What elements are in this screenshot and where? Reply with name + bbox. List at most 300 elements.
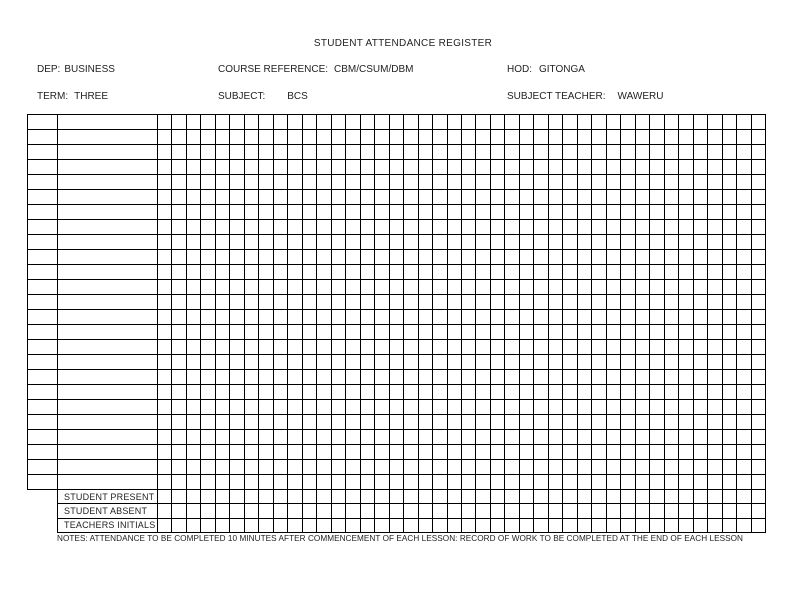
attendance-cell <box>288 175 302 190</box>
summary-cell <box>245 519 259 533</box>
index-cell <box>28 235 58 250</box>
student-name-cell <box>58 190 158 205</box>
attendance-cell <box>592 115 606 130</box>
footer-note: NOTES: ATTENDANCE TO BE COMPLETED 10 MINUTES AFTER COMMENCEMENT OF EACH LESSON: RECORD OF WORK TO BE COMPLETED AT THE END OF EACH LESSON <box>57 534 744 543</box>
attendance-cell <box>476 205 490 220</box>
attendance-cell <box>288 400 302 415</box>
field-course-reference-label: COURSE REFERENCE: <box>218 64 329 75</box>
attendance-cell <box>505 220 519 235</box>
attendance-cell <box>346 175 360 190</box>
attendance-cell <box>201 235 215 250</box>
attendance-cell <box>187 415 201 430</box>
attendance-cell <box>708 370 722 385</box>
attendance-cell <box>549 400 563 415</box>
attendance-cell <box>390 400 404 415</box>
attendance-cell <box>476 115 490 130</box>
attendance-cell <box>505 355 519 370</box>
attendance-cell <box>172 115 186 130</box>
attendance-cell <box>520 445 534 460</box>
attendance-cell <box>737 475 751 490</box>
attendance-cell <box>723 460 737 475</box>
attendance-cell <box>303 265 317 280</box>
attendance-cell <box>274 175 288 190</box>
attendance-cell <box>245 235 259 250</box>
attendance-cell <box>694 220 708 235</box>
attendance-cell <box>708 190 722 205</box>
attendance-cell <box>636 295 650 310</box>
attendance-cell <box>462 340 476 355</box>
summary-cell <box>201 490 215 504</box>
attendance-cell <box>274 475 288 490</box>
student-name-cell <box>58 145 158 160</box>
summary-row-label-text: STUDENT PRESENT <box>64 491 155 502</box>
attendance-cell <box>303 235 317 250</box>
attendance-cell <box>332 385 346 400</box>
attendance-cell <box>752 475 766 490</box>
attendance-cell <box>723 415 737 430</box>
attendance-cell <box>187 445 201 460</box>
attendance-cell <box>361 430 375 445</box>
attendance-cell <box>694 400 708 415</box>
attendance-cell <box>723 340 737 355</box>
attendance-cell <box>563 415 577 430</box>
attendance-cell <box>708 205 722 220</box>
attendance-cell <box>317 310 331 325</box>
attendance-cell <box>288 370 302 385</box>
attendance-cell <box>172 145 186 160</box>
attendance-cell <box>433 400 447 415</box>
attendance-cell <box>549 415 563 430</box>
index-cell <box>28 175 58 190</box>
attendance-cell <box>607 310 621 325</box>
attendance-cell <box>752 340 766 355</box>
attendance-cell <box>346 430 360 445</box>
summary-cell <box>505 519 519 533</box>
attendance-cell <box>723 325 737 340</box>
attendance-cell <box>752 175 766 190</box>
attendance-cell <box>520 250 534 265</box>
attendance-cell <box>549 160 563 175</box>
attendance-cell <box>694 430 708 445</box>
attendance-cell <box>303 250 317 265</box>
attendance-cell <box>694 340 708 355</box>
attendance-cell <box>650 220 664 235</box>
attendance-cell <box>317 205 331 220</box>
attendance-cell <box>636 160 650 175</box>
attendance-grid <box>27 114 766 490</box>
attendance-cell <box>404 175 418 190</box>
attendance-cell <box>303 310 317 325</box>
summary-cell <box>448 490 462 504</box>
attendance-cell <box>563 475 577 490</box>
attendance-cell <box>332 325 346 340</box>
attendance-cell <box>332 205 346 220</box>
attendance-cell <box>665 280 679 295</box>
attendance-cell <box>448 250 462 265</box>
attendance-cell <box>448 355 462 370</box>
attendance-cell <box>172 190 186 205</box>
attendance-cell <box>158 310 172 325</box>
attendance-cell <box>375 310 389 325</box>
field-subject-teacher <box>507 91 663 102</box>
student-name-cell <box>58 160 158 175</box>
attendance-cell <box>404 265 418 280</box>
attendance-cell <box>723 295 737 310</box>
attendance-cell <box>404 415 418 430</box>
attendance-cell <box>723 175 737 190</box>
attendance-cell <box>216 430 230 445</box>
attendance-cell <box>592 235 606 250</box>
attendance-cell <box>549 235 563 250</box>
attendance-cell <box>332 130 346 145</box>
attendance-cell <box>288 265 302 280</box>
attendance-cell <box>346 325 360 340</box>
attendance-cell <box>636 400 650 415</box>
attendance-cell <box>230 250 244 265</box>
summary-cell <box>650 519 664 533</box>
attendance-cell <box>332 340 346 355</box>
summary-cell <box>723 490 737 504</box>
student-name-cell <box>58 445 158 460</box>
attendance-cell <box>303 205 317 220</box>
attendance-cell <box>665 370 679 385</box>
attendance-cell <box>419 340 433 355</box>
attendance-cell <box>549 205 563 220</box>
attendance-cell <box>172 280 186 295</box>
index-cell <box>28 310 58 325</box>
attendance-cell <box>375 340 389 355</box>
attendance-cell <box>679 130 693 145</box>
summary-cell <box>230 490 244 504</box>
attendance-cell <box>505 445 519 460</box>
attendance-cell <box>534 145 548 160</box>
attendance-cell <box>390 220 404 235</box>
attendance-cell <box>216 265 230 280</box>
attendance-cell <box>172 205 186 220</box>
attendance-cell <box>346 385 360 400</box>
attendance-cell <box>245 220 259 235</box>
attendance-cell <box>694 370 708 385</box>
summary-cell <box>332 519 346 533</box>
attendance-cell <box>621 235 635 250</box>
attendance-cell <box>158 430 172 445</box>
attendance-cell <box>607 220 621 235</box>
attendance-cell <box>361 475 375 490</box>
attendance-cell <box>230 370 244 385</box>
attendance-cell <box>346 370 360 385</box>
student-name-cell <box>58 385 158 400</box>
attendance-cell <box>274 115 288 130</box>
field-department-label: DEP: <box>37 64 61 75</box>
attendance-cell <box>419 130 433 145</box>
student-name-cell <box>58 370 158 385</box>
attendance-cell <box>621 145 635 160</box>
student-name-cell <box>58 340 158 355</box>
attendance-cell <box>303 400 317 415</box>
attendance-cell <box>303 385 317 400</box>
attendance-cell <box>361 415 375 430</box>
attendance-cell <box>332 250 346 265</box>
attendance-cell <box>476 145 490 160</box>
field-course-reference <box>218 64 413 75</box>
summary-cell <box>723 519 737 533</box>
index-cell <box>28 130 58 145</box>
attendance-cell <box>187 130 201 145</box>
attendance-cell <box>491 325 505 340</box>
attendance-cell <box>621 190 635 205</box>
attendance-cell <box>433 430 447 445</box>
attendance-cell <box>361 355 375 370</box>
attendance-cell <box>737 280 751 295</box>
attendance-cell <box>505 475 519 490</box>
attendance-cell <box>288 130 302 145</box>
attendance-cell <box>230 385 244 400</box>
attendance-cell <box>172 370 186 385</box>
summary-cell <box>491 519 505 533</box>
attendance-cell <box>491 190 505 205</box>
attendance-cell <box>708 445 722 460</box>
summary-cell <box>288 490 302 504</box>
attendance-cell <box>158 400 172 415</box>
attendance-cell <box>520 160 534 175</box>
attendance-cell <box>274 400 288 415</box>
attendance-cell <box>563 355 577 370</box>
attendance-cell <box>332 445 346 460</box>
attendance-cell <box>274 220 288 235</box>
attendance-cell <box>158 340 172 355</box>
attendance-cell <box>476 280 490 295</box>
attendance-cell <box>201 130 215 145</box>
summary-cell <box>361 490 375 504</box>
attendance-cell <box>476 400 490 415</box>
attendance-cell <box>534 160 548 175</box>
attendance-cell <box>476 235 490 250</box>
attendance-cell <box>708 295 722 310</box>
summary-cell <box>346 490 360 504</box>
summary-cell <box>737 504 751 518</box>
attendance-cell <box>607 415 621 430</box>
attendance-cell <box>578 430 592 445</box>
attendance-cell <box>419 175 433 190</box>
summary-cell <box>375 519 389 533</box>
attendance-cell <box>404 205 418 220</box>
attendance-cell <box>534 190 548 205</box>
attendance-cell <box>404 310 418 325</box>
attendance-cell <box>230 280 244 295</box>
attendance-cell <box>621 175 635 190</box>
attendance-cell <box>665 415 679 430</box>
attendance-cell <box>650 145 664 160</box>
attendance-cell <box>679 430 693 445</box>
attendance-cell <box>448 145 462 160</box>
summary-cell <box>476 504 490 518</box>
attendance-cell <box>563 160 577 175</box>
attendance-cell <box>462 250 476 265</box>
attendance-cell <box>563 325 577 340</box>
attendance-cell <box>665 475 679 490</box>
attendance-cell <box>201 175 215 190</box>
attendance-cell <box>476 175 490 190</box>
attendance-cell <box>592 310 606 325</box>
attendance-cell <box>491 235 505 250</box>
attendance-cell <box>708 415 722 430</box>
attendance-cell <box>216 310 230 325</box>
attendance-cell <box>694 265 708 280</box>
attendance-cell <box>491 400 505 415</box>
attendance-cell <box>216 475 230 490</box>
attendance-cell <box>665 340 679 355</box>
summary-cell <box>665 519 679 533</box>
attendance-cell <box>390 355 404 370</box>
attendance-cell <box>650 160 664 175</box>
attendance-cell <box>303 130 317 145</box>
attendance-cell <box>390 415 404 430</box>
attendance-cell <box>259 385 273 400</box>
attendance-cell <box>520 475 534 490</box>
attendance-cell <box>216 130 230 145</box>
attendance-cell <box>404 145 418 160</box>
attendance-cell <box>375 460 389 475</box>
summary-cell <box>520 504 534 518</box>
attendance-cell <box>534 130 548 145</box>
summary-cell <box>636 519 650 533</box>
attendance-cell <box>549 340 563 355</box>
attendance-cell <box>476 250 490 265</box>
attendance-cell <box>563 370 577 385</box>
attendance-cell <box>433 160 447 175</box>
summary-cell <box>549 519 563 533</box>
attendance-cell <box>737 145 751 160</box>
index-cell <box>28 445 58 460</box>
attendance-cell <box>679 160 693 175</box>
summary-cell <box>158 504 172 518</box>
attendance-cell <box>404 400 418 415</box>
attendance-cell <box>317 445 331 460</box>
attendance-cell <box>419 250 433 265</box>
summary-cell <box>187 519 201 533</box>
attendance-cell <box>549 460 563 475</box>
attendance-cell <box>549 445 563 460</box>
attendance-cell <box>592 475 606 490</box>
attendance-cell <box>259 415 273 430</box>
attendance-cell <box>201 280 215 295</box>
attendance-cell <box>723 235 737 250</box>
attendance-cell <box>563 430 577 445</box>
attendance-cell <box>404 190 418 205</box>
attendance-cell <box>534 280 548 295</box>
attendance-cell <box>708 355 722 370</box>
attendance-cell <box>723 400 737 415</box>
attendance-cell <box>462 310 476 325</box>
attendance-cell <box>361 340 375 355</box>
attendance-cell <box>404 355 418 370</box>
summary-cell <box>462 519 476 533</box>
attendance-cell <box>621 310 635 325</box>
attendance-cell <box>332 145 346 160</box>
attendance-cell <box>317 475 331 490</box>
attendance-cell <box>158 475 172 490</box>
attendance-cell <box>404 445 418 460</box>
attendance-cell <box>578 355 592 370</box>
attendance-cell <box>216 340 230 355</box>
attendance-cell <box>332 280 346 295</box>
attendance-cell <box>245 430 259 445</box>
field-subject <box>218 91 308 102</box>
attendance-cell <box>448 460 462 475</box>
student-name-cell <box>58 130 158 145</box>
attendance-cell <box>419 145 433 160</box>
summary-cell <box>752 519 766 533</box>
attendance-cell <box>737 190 751 205</box>
attendance-cell <box>274 250 288 265</box>
attendance-cell <box>505 160 519 175</box>
attendance-cell <box>636 190 650 205</box>
attendance-cell <box>476 325 490 340</box>
summary-cell <box>607 519 621 533</box>
attendance-cell <box>621 385 635 400</box>
summary-cell <box>621 504 635 518</box>
attendance-cell <box>665 445 679 460</box>
attendance-cell <box>433 190 447 205</box>
attendance-cell <box>274 430 288 445</box>
attendance-cell <box>172 175 186 190</box>
attendance-cell <box>201 220 215 235</box>
attendance-cell <box>404 160 418 175</box>
attendance-cell <box>621 460 635 475</box>
attendance-cell <box>404 325 418 340</box>
attendance-cell <box>288 190 302 205</box>
attendance-cell <box>650 175 664 190</box>
attendance-cell <box>390 250 404 265</box>
attendance-cell <box>303 340 317 355</box>
attendance-cell <box>607 385 621 400</box>
attendance-cell <box>752 430 766 445</box>
attendance-cell <box>390 385 404 400</box>
attendance-cell <box>288 160 302 175</box>
attendance-cell <box>621 340 635 355</box>
attendance-cell <box>563 130 577 145</box>
summary-cell <box>752 504 766 518</box>
attendance-cell <box>578 145 592 160</box>
attendance-cell <box>332 220 346 235</box>
attendance-cell <box>665 160 679 175</box>
attendance-cell <box>607 400 621 415</box>
attendance-cell <box>650 250 664 265</box>
attendance-cell <box>404 220 418 235</box>
attendance-cell <box>621 445 635 460</box>
attendance-cell <box>158 190 172 205</box>
attendance-cell <box>462 265 476 280</box>
attendance-cell <box>679 235 693 250</box>
attendance-cell <box>650 115 664 130</box>
summary-cell <box>245 504 259 518</box>
summary-cell <box>592 490 606 504</box>
attendance-cell <box>708 340 722 355</box>
attendance-cell <box>274 235 288 250</box>
attendance-cell <box>607 130 621 145</box>
attendance-cell <box>650 295 664 310</box>
attendance-cell <box>679 460 693 475</box>
attendance-cell <box>752 385 766 400</box>
attendance-cell <box>520 145 534 160</box>
attendance-cell <box>752 235 766 250</box>
attendance-cell <box>274 295 288 310</box>
attendance-cell <box>375 145 389 160</box>
attendance-cell <box>201 460 215 475</box>
attendance-cell <box>259 130 273 145</box>
attendance-cell <box>650 325 664 340</box>
attendance-cell <box>346 235 360 250</box>
